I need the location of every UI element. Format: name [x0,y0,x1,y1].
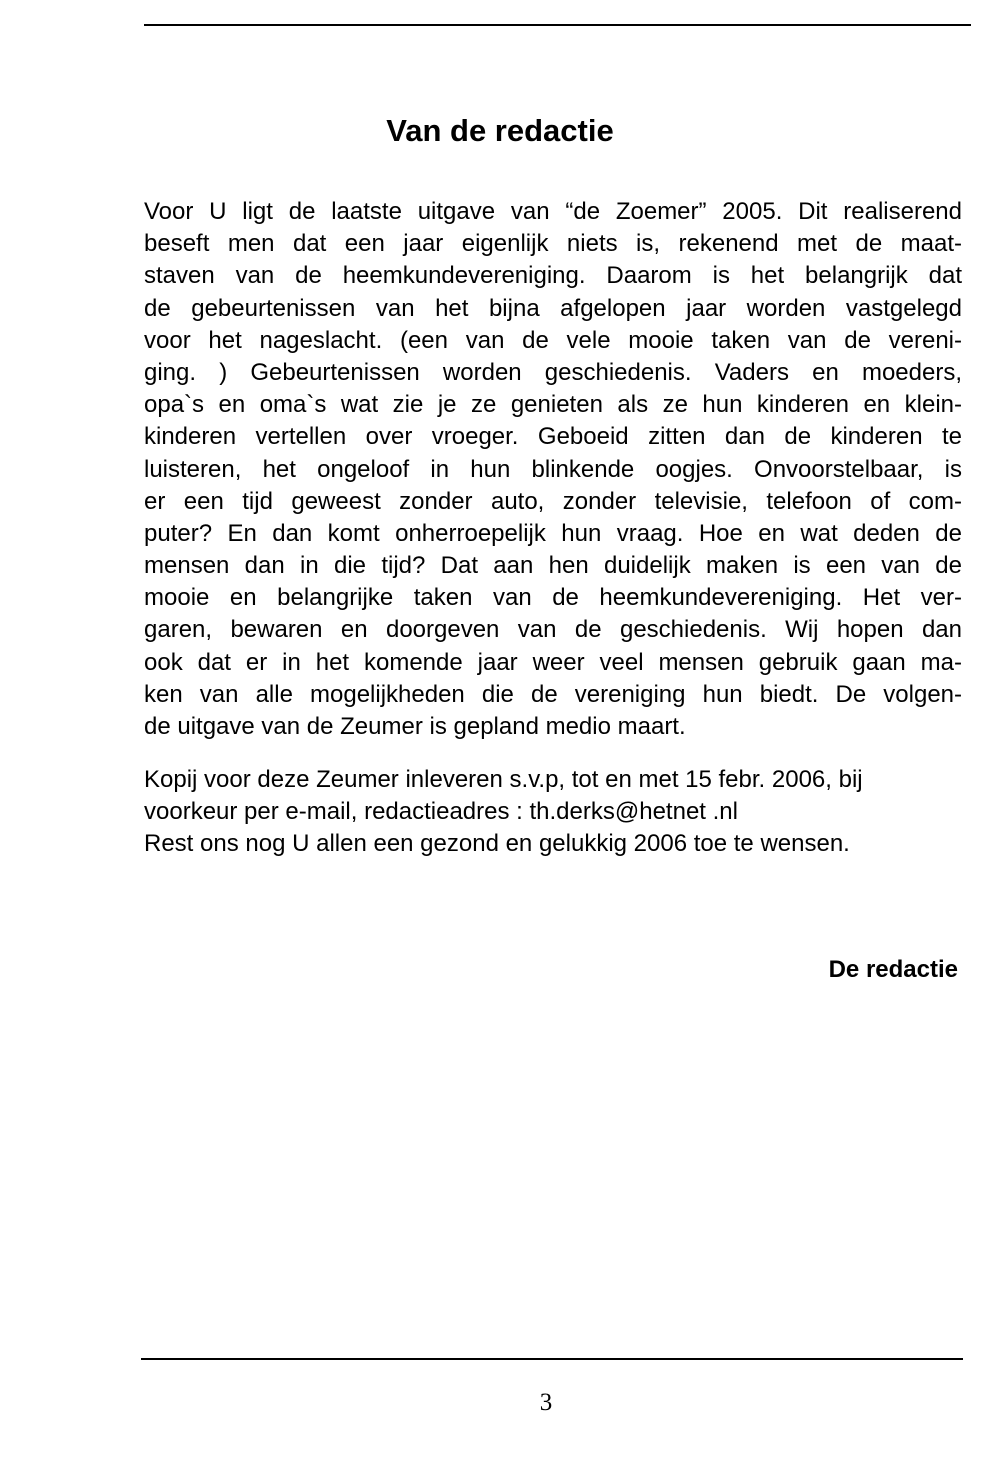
submission-notice [144,764,962,860]
paragraph-line: staven van de heemkundevereniging. Daarom is het belangrijk dat [144,262,962,290]
paragraph-line: opa`s en oma`s wat zie je ze genieten als ze hun kinderen en klein- [144,391,962,419]
paragraph-line: de gebeurtenissen van het bijna afgelopen jaar worden vastgelegd [144,294,962,322]
signature: De redactie [828,956,958,983]
notice-line: voorkeur per e-mail, redactieadres : th.derks@hetnet .nl [144,798,738,825]
page-number: 3 [539,1389,553,1416]
paragraph-line: ken van alle mogelijkheden die de vereniging hun biedt. De volgen- [144,680,962,708]
paragraph-line: er een tijd geweest zonder auto, zonder televisie, telefoon of com- [144,487,962,515]
paragraph-line: kinderen vertellen over vroeger. Geboeid zitten dan de kinderen te [144,423,962,451]
paragraph-line: voor het nageslacht. (een van de vele mooie taken van de vereni- [144,326,962,354]
paragraph-line: ging. ) Gebeurtenissen worden geschiedenis. Vaders en moeders, [144,358,962,386]
page-title: Van de redactie [386,113,614,148]
paragraph-line: ook dat er in het komende jaar weer veel mensen gebruik gaan ma- [144,648,962,676]
paragraph-line: mensen dan in die tijd? Dat aan hen duidelijk maken is een van de [144,552,962,580]
paragraph-line: beseft men dat een jaar eigenlijk niets is, rekenend met de maat- [144,230,962,258]
notice-line: Rest ons nog U allen een gezond en gelukkig 2006 toe te wensen. [144,830,850,857]
notice-line: Kopij voor deze Zeumer inleveren s.v.p, tot en met 15 febr. 2006, bij [144,766,863,793]
editorial-paragraph [144,196,962,743]
paragraph-line: garen, bewaren en doorgeven van de geschiedenis. Wij hopen dan [144,616,962,644]
paragraph-line: luisteren, het ongeloof in hun blinkende oogjes. Onvoorstelbaar, is [144,455,962,483]
top-divider [144,24,971,26]
paragraph-line: de uitgave van de Zeumer is gepland medio maart. [144,713,686,740]
paragraph-line: Voor U ligt de laatste uitgave van “de Zoemer” 2005. Dit realiserend [144,198,962,225]
paragraph-line: mooie en belangrijke taken van de heemkundevereniging. Het ver- [144,584,962,612]
bottom-divider [141,1358,963,1360]
paragraph-line: puter? En dan komt onherroepelijk hun vraag. Hoe en wat deden de [144,519,962,547]
